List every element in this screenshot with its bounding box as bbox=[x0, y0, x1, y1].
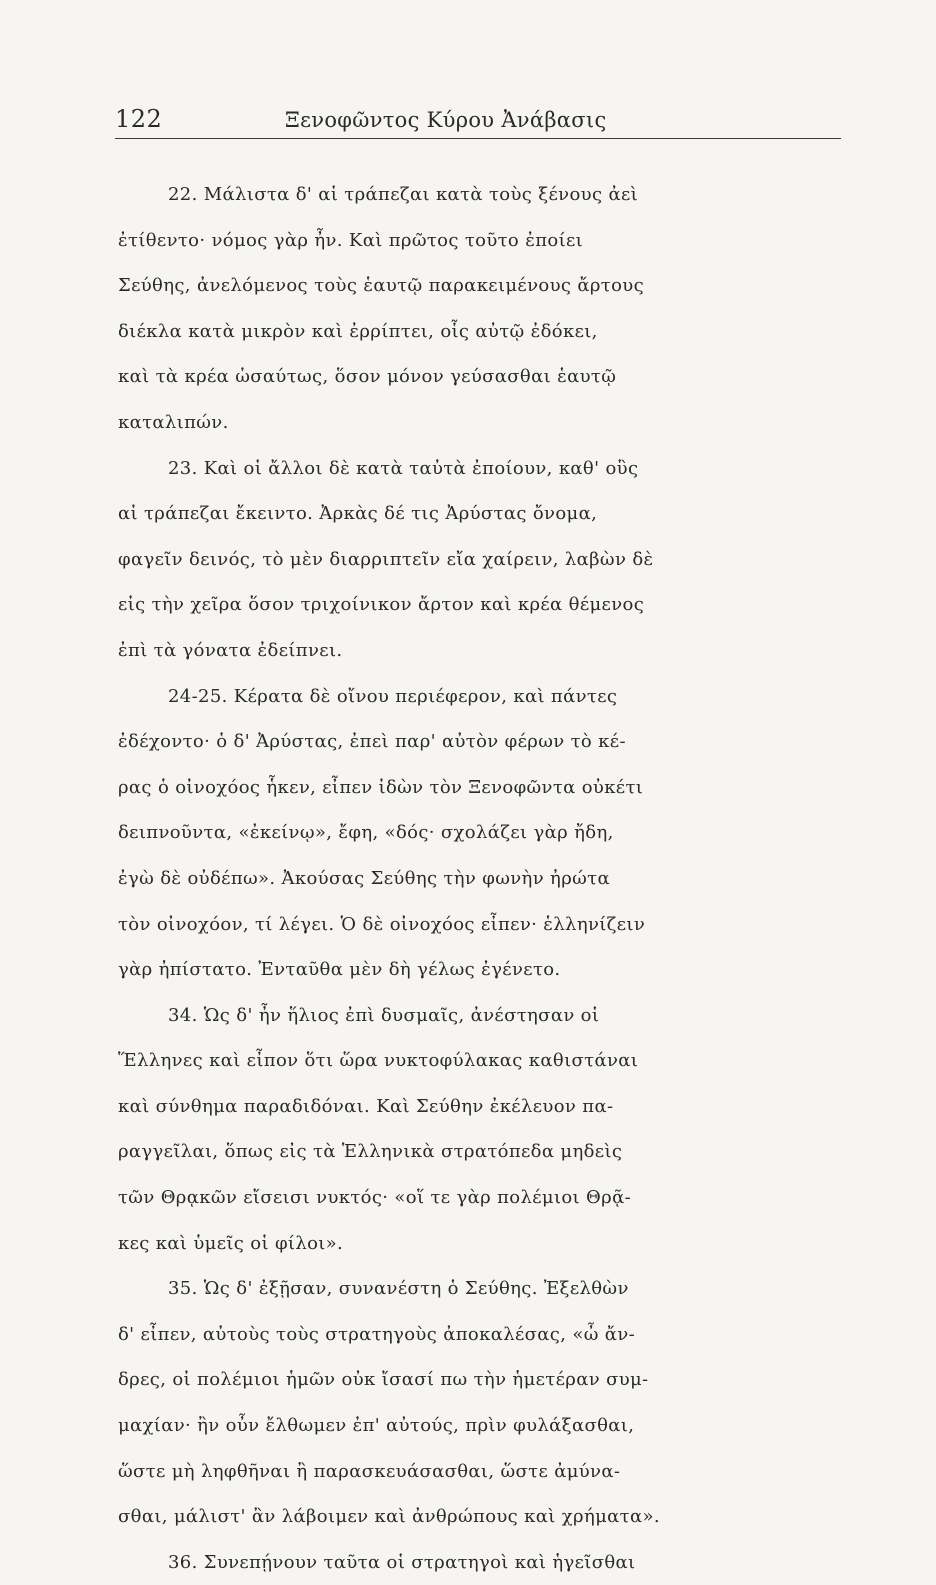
text-line: σθαι, μάλιστ' ἂν λάβοιμεν καὶ ἀνθρώπους καὶ χρήματα». bbox=[118, 1506, 660, 1528]
text-line: δρες, οἱ πολέμιοι ἡμῶν οὐκ ἴσασί πω τὴν ἡμετέραν συμ- bbox=[118, 1369, 649, 1391]
text-line: 22. Μάλιστα δ' αἱ τράπεζαι κατὰ τοὺς ξένους ἀεὶ bbox=[168, 184, 639, 205]
text-line: καὶ σύνθημα παραδιδόναι. Καὶ Σεύθην ἐκέλευον πα- bbox=[118, 1095, 614, 1117]
text-line: 23. Καὶ οἱ ἄλλοι δὲ κατὰ ταὐτὰ ἐποίουν, καθ' οὓς bbox=[168, 457, 639, 479]
page-number: 122 bbox=[115, 105, 163, 133]
text-line: αἱ τράπεζαι ἔκειντο. Ἀρκὰς δέ τις Ἀρύστας ὄνομα, bbox=[118, 503, 598, 525]
text-line: ἐπὶ τὰ γόνατα ἐδείπνει. bbox=[118, 639, 343, 661]
running-head bbox=[115, 104, 841, 139]
text-line: 24-25. Κέρατα δὲ οἴνου περιέφερον, καὶ πάντες bbox=[168, 685, 618, 707]
text-line: τὸν οἰνοχόον, τί λέγει. Ὁ δὲ οἰνοχόος εἶπεν· ἑλληνίζειν bbox=[118, 913, 646, 935]
text-line: ρας ὁ οἰνοχόος ἧκεν, εἶπεν ἰδὼν τὸν Ξενοφῶντα οὐκέτι bbox=[118, 776, 644, 798]
text-line: φαγεῖν δεινός, τὸ μὲν διαρριπτεῖν εἴα χαίρειν, λαβὼν δὲ bbox=[118, 548, 654, 570]
text-line: ραγγεῖλαι, ὅπως εἰς τὰ Ἑλληνικὰ στρατόπεδα μηδεὶς bbox=[118, 1141, 623, 1163]
text-line: εἰς τὴν χεῖρα ὅσον τριχοίνικον ἄρτον καὶ κρέα θέμενος bbox=[118, 594, 645, 616]
text-line: ἐδέχοντο· ὁ δ' Ἀρύστας, ἐπεὶ παρ' αὐτὸν φέρων τὸ κέ- bbox=[118, 731, 626, 753]
text-line: δ' εἶπεν, αὐτοὺς τοὺς στρατηγοὺς ἀποκαλέσας, «ὦ ἄν- bbox=[118, 1323, 636, 1345]
text-line: μαχίαν· ἢν οὖν ἔλθωμεν ἐπ' αὐτούς, πρὶν φυλάξασθαι, bbox=[118, 1415, 635, 1437]
text-line: διέκλα κατὰ μικρὸν καὶ ἐρρίπτει, οἷς αὐτῷ ἐδόκει, bbox=[118, 320, 598, 342]
text-line: καταλιπών. bbox=[118, 411, 229, 433]
text-line: γὰρ ἠπίστατο. Ἐνταῦθα μὲν δὴ γέλως ἐγένετο. bbox=[118, 959, 561, 981]
text-line: 36. Συνεπῄνουν ταῦτα οἱ στρατηγοὶ καὶ ἡγεῖσθαι bbox=[168, 1551, 636, 1573]
running-title: Ξενοφῶντος Κύρου Ἀνάβασις bbox=[285, 108, 607, 132]
body-text bbox=[118, 172, 854, 1585]
text-line: 35. Ὡς δ' ἐξῇσαν, συνανέστη ὁ Σεύθης. Ἐξελθὼν bbox=[168, 1278, 629, 1300]
text-line: κες καὶ ὑμεῖς οἱ φίλοι». bbox=[118, 1232, 344, 1254]
text-line: ἐγὼ δὲ οὐδέπω». Ἀκούσας Σεύθης τὴν φωνὴν ἠρώτα bbox=[118, 867, 610, 889]
text-line: τῶν Θρᾳκῶν εἴσεισι νυκτός· «οἵ τε γὰρ πολέμιοι Θρᾷ- bbox=[118, 1187, 632, 1209]
text-line: Σεύθης, ἀνελόμενος τοὺς ἑαυτῷ παρακειμένους ἄρτους bbox=[118, 275, 645, 297]
text-line: ἐτίθεντο· νόμος γὰρ ἦν. Καὶ πρῶτος τοῦτο ἐποίει bbox=[118, 229, 584, 251]
text-line: Ἕλληνες καὶ εἶπον ὅτι ὥρα νυκτοφύλακας καθιστάναι bbox=[118, 1050, 639, 1072]
text-line: 34. Ὡς δ' ἦν ἥλιος ἐπὶ δυσμαῖς, ἀνέστησαν οἱ bbox=[168, 1004, 600, 1026]
text-line: καὶ τὰ κρέα ὡσαύτως, ὅσον μόνον γεύσασθαι ἑαυτῷ bbox=[118, 366, 617, 388]
text-line: δειπνοῦντα, «ἐκείνῳ», ἔφη, «δός· σχολάζει γὰρ ἤδη, bbox=[118, 822, 614, 844]
text-line: ὥστε μὴ ληφθῆναι ἢ παρασκευάσασθαι, ὥστε ἀμύνα- bbox=[118, 1460, 621, 1482]
